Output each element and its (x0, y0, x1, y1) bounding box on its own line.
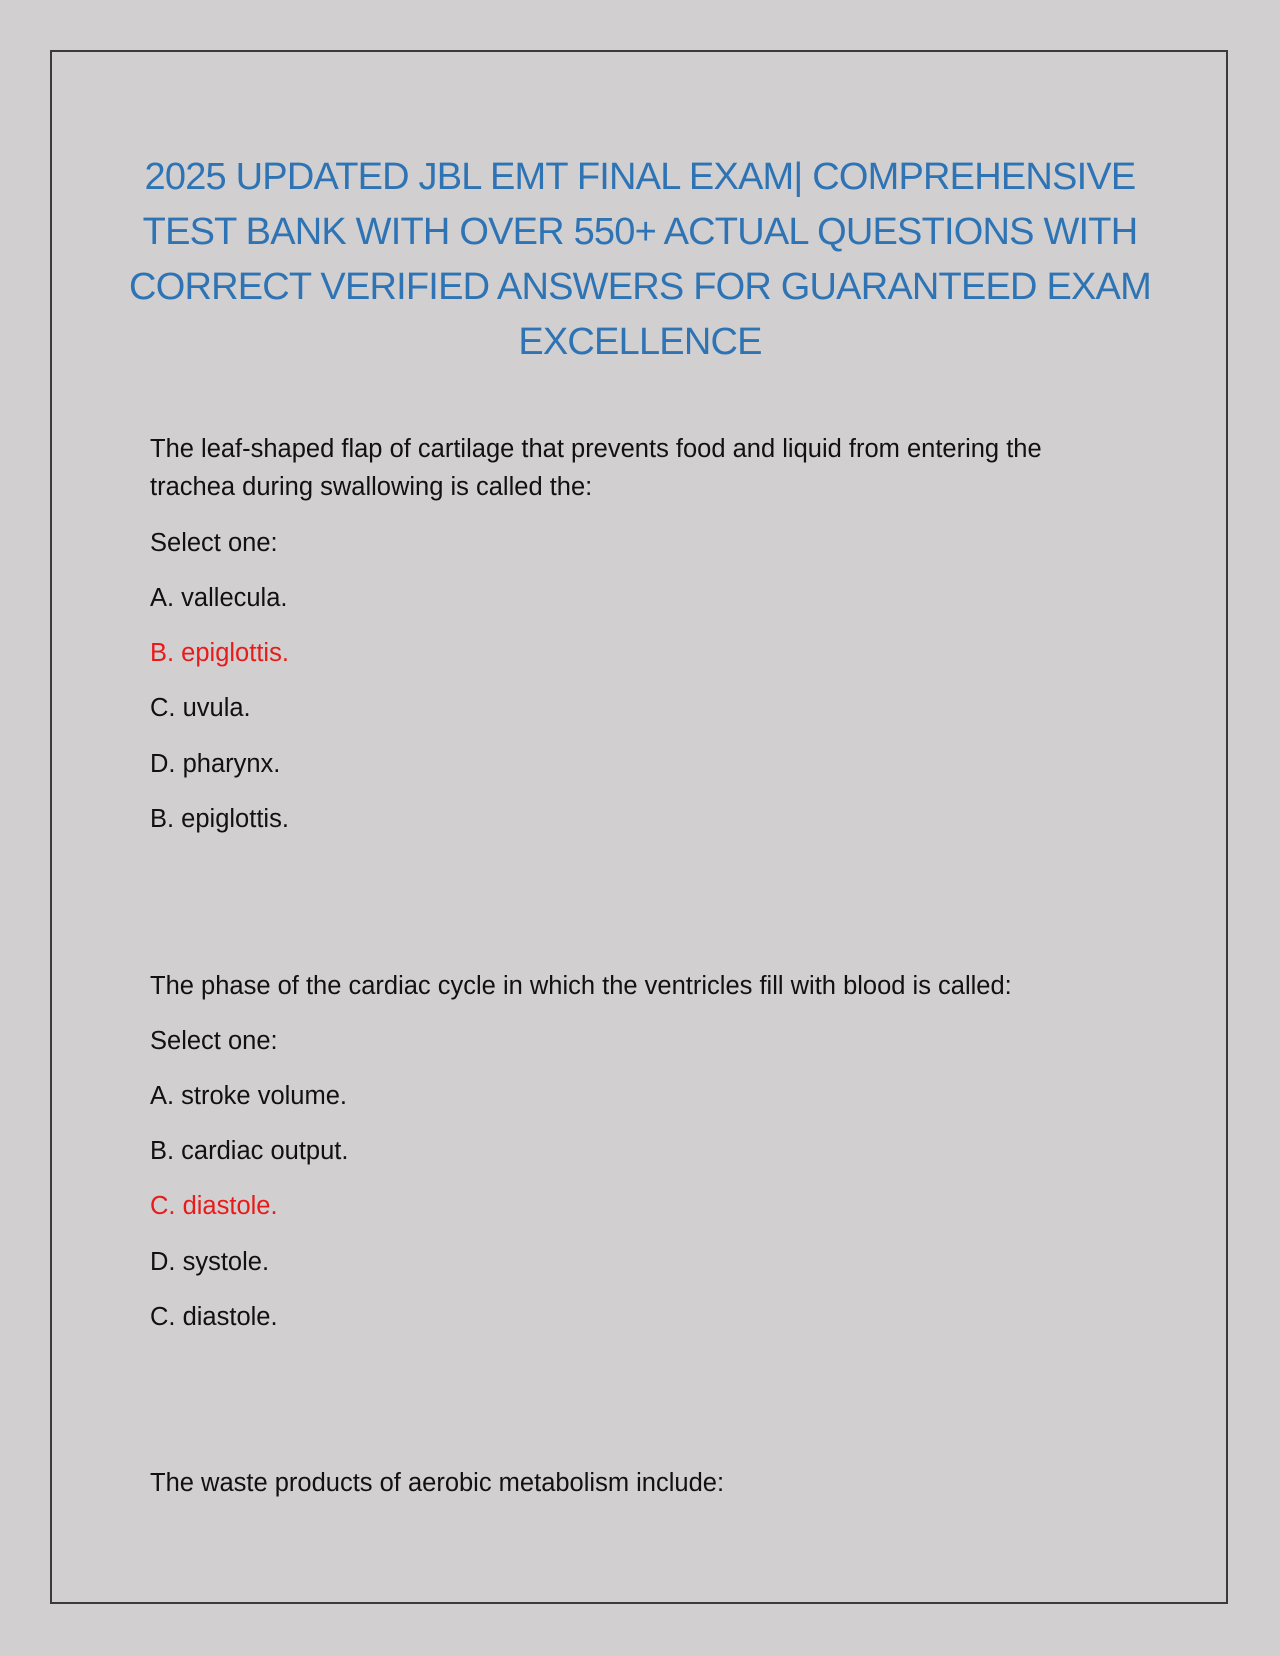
question-1-option-a: A. vallecula. (150, 584, 288, 612)
question-1-instruction: Select one: (150, 529, 278, 557)
question-1-answer: B. epiglottis. (150, 805, 289, 833)
question-2-text: The phase of the cardiac cycle in which the ventricles fill with blood is called: (150, 972, 1012, 1000)
question-3-text: The waste products of aerobic metabolism include: (150, 1469, 725, 1497)
question-1-option-c: C. uvula. (150, 694, 251, 722)
question-1-text: The leaf-shaped flap of cartilage that prevents food and liquid from entering the trachea during swallowing is called the: (150, 435, 1042, 501)
question-2-option-a: A. stroke volume. (150, 1082, 347, 1110)
question-2-option-b: B. cardiac output. (150, 1137, 349, 1165)
question-2-option-d: D. systole. (150, 1248, 270, 1276)
document-title: 2025 UPDATED JBL EMT FINAL EXAM| COMPREHENSIVE TEST BANK WITH OVER 550+ ACTUAL QUESTIONS WITH CORRECT VERIFIED ANSWERS FOR GUARANTEED EXAM EXCELLENCE (129, 156, 1151, 363)
question-2-instruction: Select one: (150, 1027, 278, 1055)
question-1-option-b-correct: B. epiglottis. (150, 639, 289, 667)
question-2-answer: C. diastole. (150, 1303, 278, 1331)
question-1-option-d: D. pharynx. (150, 750, 281, 778)
question-2-option-c-correct: C. diastole. (150, 1192, 278, 1220)
